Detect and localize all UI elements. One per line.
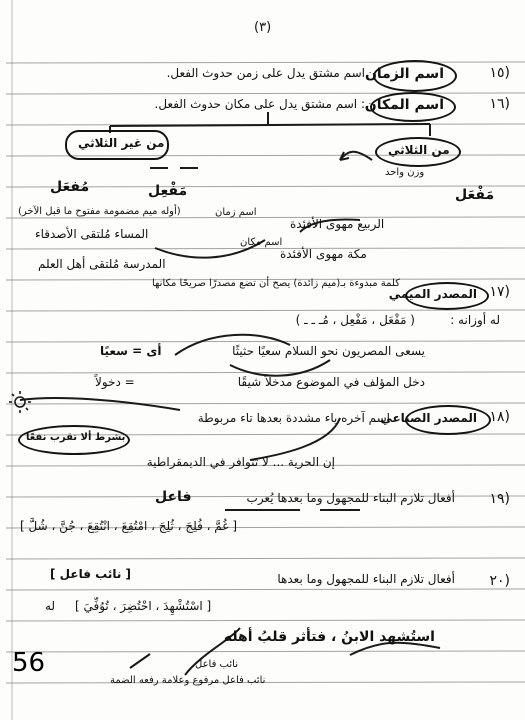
item-17-forms-label: له أوزانه :	[450, 313, 500, 327]
example-4-gloss: = دخولاً	[95, 375, 135, 389]
item-17-number: (١٧	[489, 284, 510, 300]
item-19-verbs: [ غُمَّ ، فُلِجَ ، ثُلِجَ ، امْتُقِعَ ، انْتُقِعَ ، جُنَّ ، شُلَّ ]	[20, 519, 238, 533]
item-16-number: (١٦	[489, 96, 510, 112]
item-17-title: المصدر الميمي	[388, 287, 477, 301]
item-19-number: (١٩	[489, 491, 510, 507]
non-triliteral-label: من غير الثلاثي	[78, 136, 165, 150]
example-6-label-2: نائب فاعل مرفوع وعلامة رفعه الضمة	[110, 675, 266, 686]
example-1-label: اسم زمان	[215, 207, 257, 218]
example-2-label: اسم مكان	[240, 237, 283, 248]
item-16-title: اسم المكان	[364, 97, 444, 113]
example-3-gloss: أى = سعيًا	[100, 344, 162, 358]
triliteral-sub: وزن واحد	[385, 167, 425, 178]
example-6: استُشهد الابنُ ، فتأثر قلبُ أهله	[223, 629, 435, 645]
item-20-lead: له	[45, 599, 56, 613]
item-20-number: (٢٠	[489, 573, 510, 589]
pattern-3: مَفْعَل	[455, 187, 495, 203]
item-20-role: [ نائب فاعل ]	[50, 567, 131, 581]
example-2-left: المدرسة مُلتقى أهل العلم	[38, 257, 166, 271]
pattern-1: مُفعَل	[50, 179, 90, 195]
item-15-title: اسم الزمان	[364, 66, 444, 82]
item-15-definition: اسم مشتق يدل على زمن حدوث الفعل.	[166, 66, 365, 80]
item-20-text: أفعال تلازم البناء للمجهول وما بعدها	[277, 572, 455, 586]
item-20-verbs: [ اسْتُشْهِدَ ، احْتُضِرَ ، تُوُفِّيَ ]	[75, 599, 212, 613]
item-18-title: المصدر الصناعي	[380, 411, 477, 425]
item-19-text: أفعال تلازم البناء للمجهول وما بعدها يُعرب	[246, 491, 455, 505]
item-18-number: (١٨	[489, 409, 510, 425]
item-18-definition: اسم آخره ياء مشددة بعدها تاء مربوطة	[197, 411, 390, 425]
pattern-2: مَفْعِل	[148, 183, 188, 199]
item-15-number: (١٥	[489, 65, 510, 81]
triliteral-label: من الثلاثي	[388, 143, 450, 157]
example-1-right: الربيع مهوى الأفئدة	[290, 217, 385, 231]
example-5: إن الحرية ... لا تتوافر في الديمقراطية	[146, 455, 335, 469]
mim-note: (أوله ميم مضمومة مفتوح ما قبل الآخر)	[18, 206, 181, 217]
page-number: 56	[12, 648, 46, 678]
example-2-right: مكة مهوى الأفئدة	[280, 247, 367, 261]
item-17-definition: كلمة مبدوءة بـ(ميم زائدة) يصح أن تضع مصدرًا صريحًا مكانها	[152, 278, 400, 289]
item-17-forms: ( مَفْعَل ، مَفْعِل ، مُـ ـ ـ )	[295, 313, 415, 327]
page-marker: (٣)	[254, 20, 272, 35]
item-18-condition: بشرط ألا تقرب نفعًا	[26, 432, 126, 443]
example-1-left: المساء مُلتقى الأصدقاء	[35, 227, 149, 241]
item-19-role: فاعل	[155, 489, 192, 505]
item-16-definition: : اسم مشتق يدل على مكان حدوث الفعل.	[154, 97, 365, 111]
example-6-label-1: نائب فاعل	[195, 659, 238, 670]
example-4: دخل المؤلف في الموضوع مدخلاً شيقًا	[237, 375, 425, 389]
example-3: يسعى المصريون نحو السلام سعيًا حثيثًا	[232, 344, 425, 358]
